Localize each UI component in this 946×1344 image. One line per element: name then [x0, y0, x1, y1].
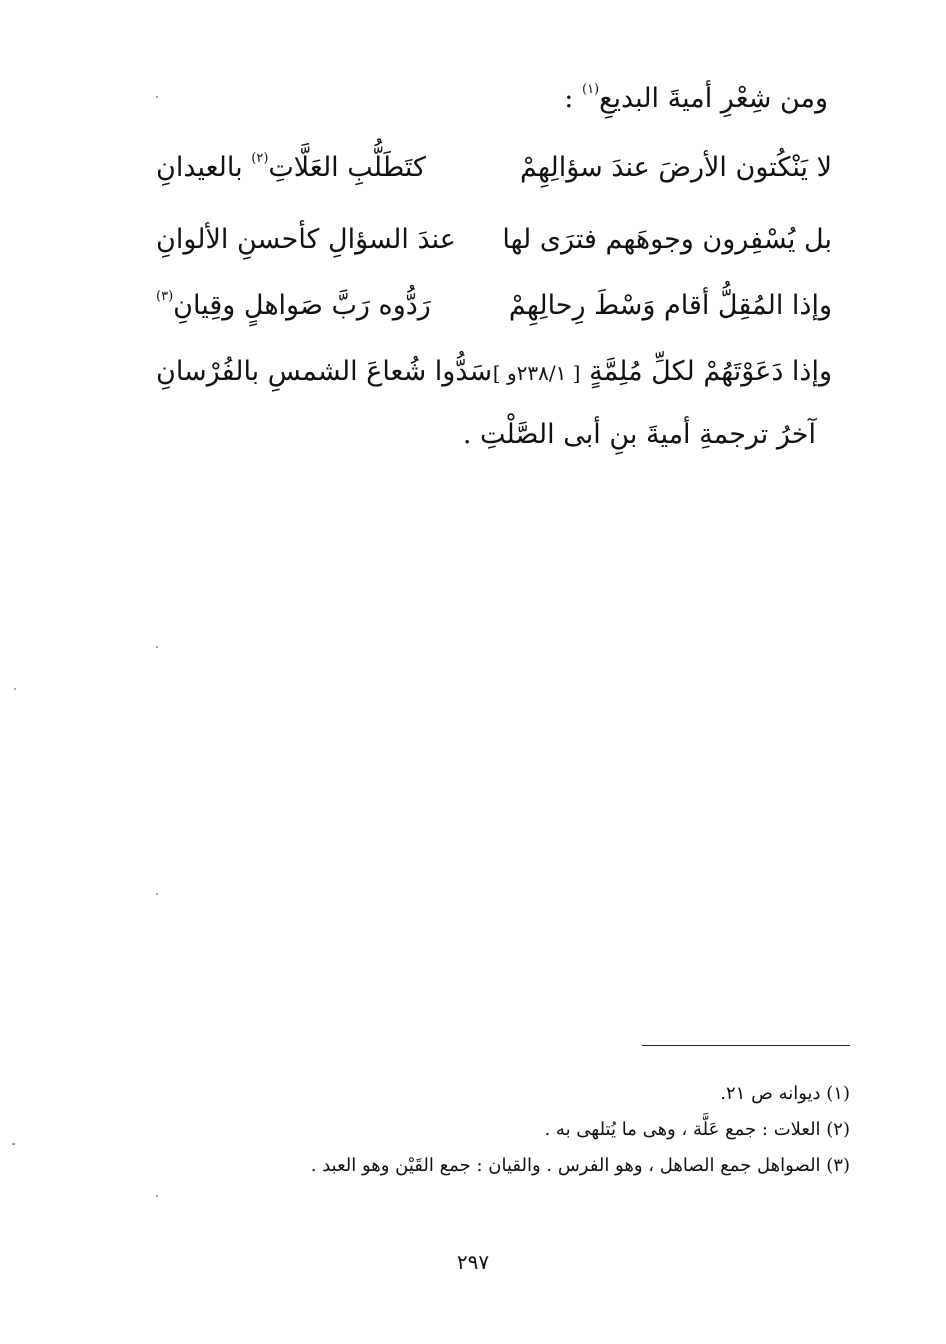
- verse-1-second-b: بالعيدانِ: [156, 152, 243, 183]
- manuscript-folio-marker: [ ٢٣٨/١و ]: [492, 361, 581, 385]
- verse-line-1: [150, 140, 840, 200]
- verse-2-second-hemistich: عندَ السؤالِ كأحسنِ الألوانِ: [156, 224, 456, 255]
- verse-1-second-hemistich: [156, 140, 426, 196]
- scan-speck: [156, 96, 158, 98]
- verse-3-second-hemistich: [156, 278, 431, 334]
- scan-speck: [156, 646, 158, 648]
- section-closing-line: آخرُ ترجمةِ أميةَ بنِ أبى الصَّلْتِ .: [462, 419, 816, 450]
- verse-4-second-hemistich: سَدُّوا شُعاعَ الشمسِ بالفُرْسانِ: [156, 356, 493, 387]
- footnote-ref-1: (١): [581, 82, 600, 97]
- footnote-ref-3: (٣): [156, 289, 174, 304]
- verse-line-4: [150, 344, 840, 404]
- footnotes: [250, 1076, 850, 1184]
- footnote-1: (١) ديوانه ص ٢١.: [720, 1083, 850, 1104]
- verse-1-first-hemistich: لا يَنْكُتون الأرضَ عندَ سؤالِهِمْ: [520, 152, 832, 183]
- verse-3-first-hemistich: وإذا المُقِلُّ أقام وَسْطَ رِحالِهِمْ: [508, 290, 832, 321]
- footnote-3: (٣) الصواهل جمع الصاهل ، وهو الفرس . والقيان : جمع القَيْن وهو العبد .: [310, 1155, 850, 1176]
- verse-line-2: [150, 212, 840, 272]
- footnote-separator: [642, 1045, 850, 1046]
- scan-speck: [14, 688, 16, 690]
- intro-colon: :: [564, 83, 574, 114]
- footnote-ref-2: (٢): [251, 151, 269, 166]
- scan-speck: [156, 893, 158, 895]
- verse-2-first-hemistich: بل يُسْفِرون وجوهَهم فترَى لها: [502, 224, 832, 255]
- verse-4-first-text: وإذا دَعَوْتَهُمْ لكلِّ مُلِمَّةٍ: [589, 356, 832, 387]
- scan-speck: [156, 1195, 158, 1197]
- page-number: ٢٩٧: [456, 1250, 490, 1274]
- verse-3-second-text: رَدُّوه رَبَّ صَواهلٍ وقِيانِ: [173, 290, 431, 321]
- poem-introduction: [564, 74, 828, 124]
- scan-speck: [12, 1143, 15, 1145]
- verse-1-second-a: كتَطَلُّبِ العَلَّاتِ: [268, 152, 426, 183]
- footnote-2: (٢) العلات : جمع عَلَّة ، وهى ما يُتلهى به .: [544, 1119, 850, 1140]
- verse-line-3: [150, 278, 840, 338]
- intro-text: ومن شِعْرِ أميةَ البديعِ: [599, 83, 828, 114]
- verse-4-first-hemistich: [493, 344, 832, 401]
